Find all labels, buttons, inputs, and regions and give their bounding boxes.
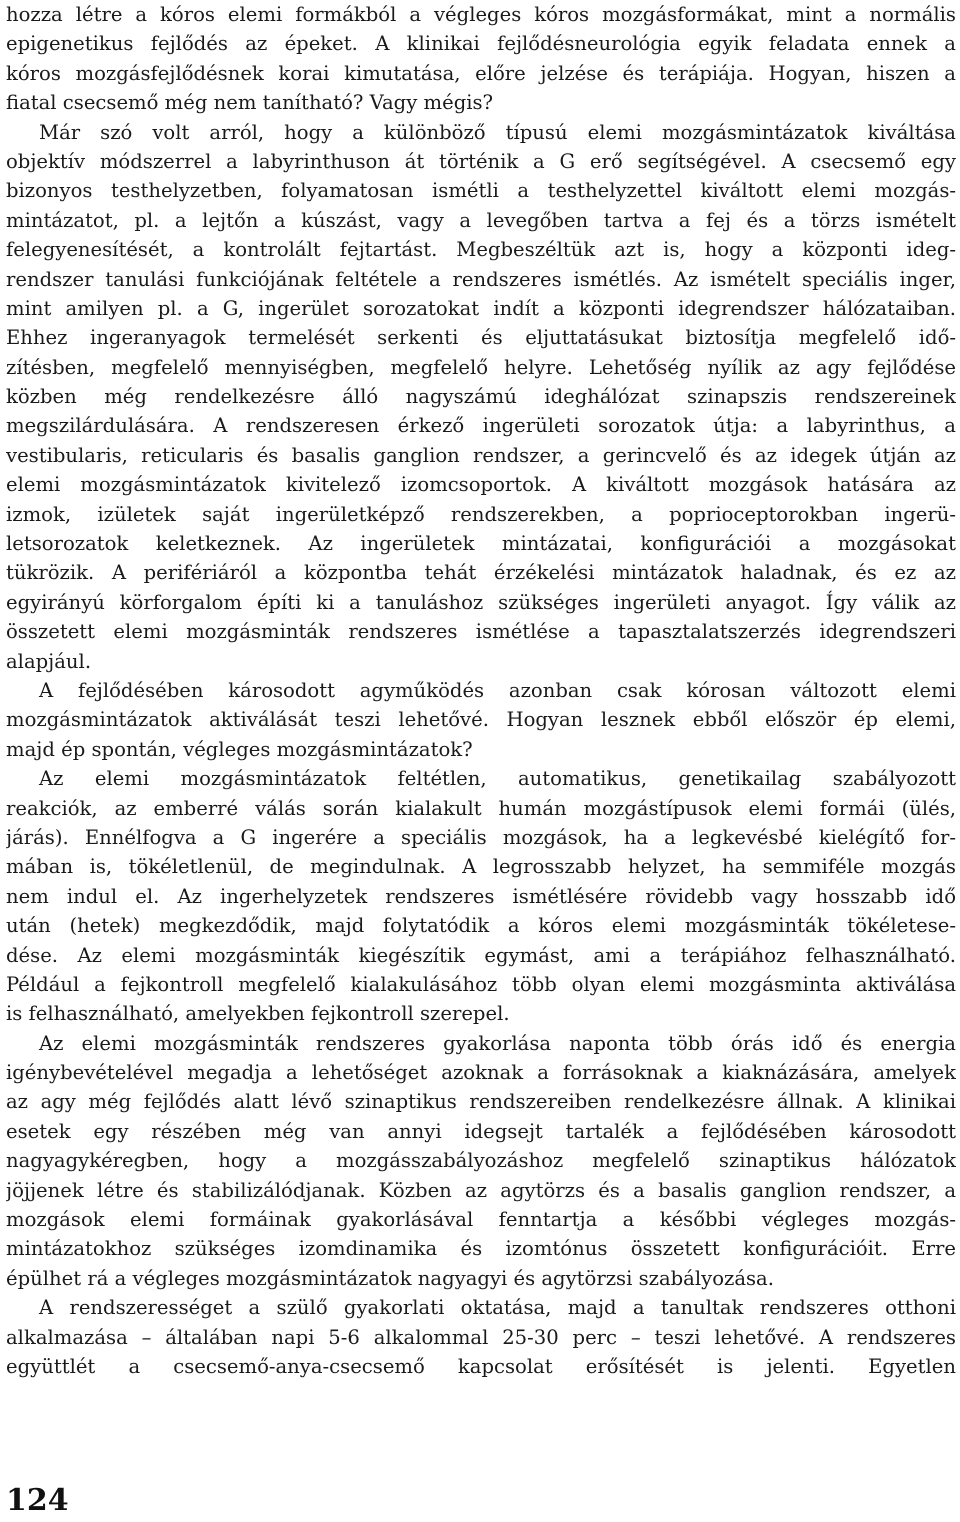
paragraph: [6, 118, 956, 676]
text-line: mint amilyen pl. a G, ingerület sorozatokat indít a központi idegrendszer hálózataiban.: [6, 296, 956, 320]
text-line: igénybevételével megadja a lehetőséget azoknak a forrásoknak a kiaknázására, amelyek: [6, 1061, 956, 1085]
text-line: felegyenesítését, a kontrolált fejtartást. Megbeszéltük azt is, hogy a központi ideg-: [6, 238, 956, 262]
text-line: jöjjenek létre és stabilizálódjanak. Közben az agytörzs és a basalis ganglion rendszer, a: [6, 1178, 956, 1202]
text-line: majd ép spontán, végleges mozgásmintázatok?: [6, 737, 473, 761]
text-line: épülhet rá a végleges mozgásmintázatok nagyagyi és agytörzsi szabályozása.: [6, 1266, 774, 1290]
text-line: vestibularis, reticularis és basalis ganglion rendszer, a gerincvelő és az idegek útján az: [6, 443, 956, 467]
text-line: alkalmazása – általában napi 5-6 alkalommal 25-30 perc – teszi lehetővé. A rendszeres: [6, 1325, 956, 1349]
text-line: esetek egy részében még van annyi idegsejt tartalék a fejlődésében károsodott: [6, 1119, 956, 1143]
text-line: elemi mozgásmintázatok kivitelező izomcsoportok. A kiváltott mozgások hatására az: [6, 473, 956, 497]
text-line: mozgásmintázatok aktiválását teszi lehetővé. Hogyan lesznek ebből először ép elemi,: [6, 708, 956, 732]
paragraph: [6, 1293, 956, 1381]
text-line: nagyagykéregben, hogy a mozgásszabályozáshoz megfelelő szinaptikus hálózatok: [6, 1149, 956, 1173]
text-line: izmok, izületek saját ingerületképző rendszerekben, a poprioceptorokban ingerü-: [6, 502, 956, 526]
text-line: összetett elemi mozgásminták rendszeres ismétlése a tapasztalatszerzés idegrendszeri: [6, 620, 956, 644]
text-line: fiatal csecsemő még nem tanítható? Vagy mégis?: [6, 91, 494, 115]
text-line: zítésben, megfelelő mennyiségben, megfelelő helyre. Lehetőség nyílik az agy fejlődése: [6, 355, 956, 379]
text-line: Például a fejkontroll megfelelő kialakulásához több olyan elemi mozgásminta aktiválása: [6, 972, 956, 996]
text-line: dése. Az elemi mozgásminták kiegészítik egymást, ami a terápiához felhasználható.: [6, 943, 956, 967]
text-line: Az elemi mozgásmintázatok feltétlen, automatikus, genetikailag szabályozott: [39, 767, 956, 791]
text-line: nem indul el. Az ingerhelyzetek rendszeres ismétlésére rövidebb vagy hosszabb idő: [6, 884, 956, 908]
text-line: az agy még fejlődés alatt lévő szinaptikus rendszereiben rendelkezésre állnak. A klinikai: [6, 1090, 956, 1114]
text-line: Ehhez ingeranyagok termelését serkenti és eljuttatásukat biztosítja megfelelő idő-: [6, 326, 956, 350]
text-line: mában is, tökéletlenül, de megindulnak. A legrosszabb helyzet, ha semmiféle mozgás: [6, 855, 956, 879]
text-line: egyirányú körforgalom építi ki a tanuláshoz szükséges ingerületi anyagot. Így válik az: [6, 590, 956, 614]
text-line: A rendszerességet a szülő gyakorlati oktatása, majd a tanultak rendszeres otthoni: [39, 1296, 956, 1320]
paragraph: [6, 764, 956, 1029]
text-line: letsorozatok keletkeznek. Az ingerületek mintázatai, konfigurációi a mozgásokat: [6, 532, 956, 556]
text-line: rendszer tanulási funkciójának feltétele a rendszeres ismétlés. Az ismételt speciális inger,: [6, 267, 956, 291]
text-line: mozgások elemi formáinak gyakorlásával fenntartja a későbbi végleges mozgás-: [6, 1208, 956, 1232]
text-line: együttlét a csecsemő-anya-csecsemő kapcsolat erősítését is jelenti. Egyetlen: [6, 1354, 956, 1378]
text-line: epigenetikus fejlődés az épeket. A klinikai fejlődésneurológia egyik feladata ennek a: [6, 32, 956, 56]
text-line: járás). Ennélfogva a G ingerére a speciális mozgások, ha a legkevésbé kielégítő for-: [6, 825, 956, 849]
document-page: [6, 0, 956, 1381]
text-line: Már szó volt arról, hogy a különböző típusú elemi mozgásmintázatok kiváltása: [39, 120, 956, 144]
text-line: is felhasználható, amelyekben fejkontroll szerepel.: [6, 1002, 510, 1026]
text-line: alapjául.: [6, 649, 92, 673]
body-text: [6, 0, 956, 1381]
text-line: bizonyos testhelyzetben, folyamatosan ismétli a testhelyzettel kiváltott elemi mozgás-: [6, 179, 956, 203]
text-line: reakciók, az emberré válás során kialakult humán mozgástípusok elemi formái (ülés,: [6, 796, 956, 820]
paragraph: [6, 0, 956, 118]
text-line: kóros mozgásfejlődésnek korai kimutatása, előre jelzése és terápiája. Hogyan, hiszen a: [6, 61, 956, 85]
text-line: után (hetek) megkezdődik, majd folytatódik a kóros elemi mozgásminták tökéletese-: [6, 914, 956, 938]
text-line: megszilárdulására. A rendszeresen érkező ingerületi sorozatok útja: a labyrinthus, a: [6, 414, 956, 438]
page-number: 124: [6, 1483, 69, 1518]
text-line: tükrözik. A perifériáról a központba tehát érzékelési mintázatok haladnak, és ez az: [6, 561, 956, 585]
paragraph: [6, 676, 956, 764]
text-line: objektív módszerrel a labyrinthuson át történik a G erő segítségével. A csecsemő egy: [6, 149, 956, 173]
text-line: mintázatot, pl. a lejtőn a kúszást, vagy a levegőben tartva a fej és a törzs ismételt: [6, 208, 956, 232]
text-line: mintázatokhoz szükséges izomdinamika és izomtónus összetett konfigurációit. Erre: [6, 1237, 956, 1261]
text-line: Az elemi mozgásminták rendszeres gyakorlása naponta több órás idő és energia: [39, 1031, 956, 1055]
paragraph: [6, 1029, 956, 1294]
text-line: hozza létre a kóros elemi formákból a végleges kóros mozgásformákat, mint a normális: [6, 3, 956, 26]
text-line: A fejlődésében károsodott agyműködés azonban csak kórosan változott elemi: [39, 678, 956, 702]
text-line: közben még rendelkezésre álló nagyszámú ideghálózat szinapszis rendszereinek: [6, 385, 956, 409]
